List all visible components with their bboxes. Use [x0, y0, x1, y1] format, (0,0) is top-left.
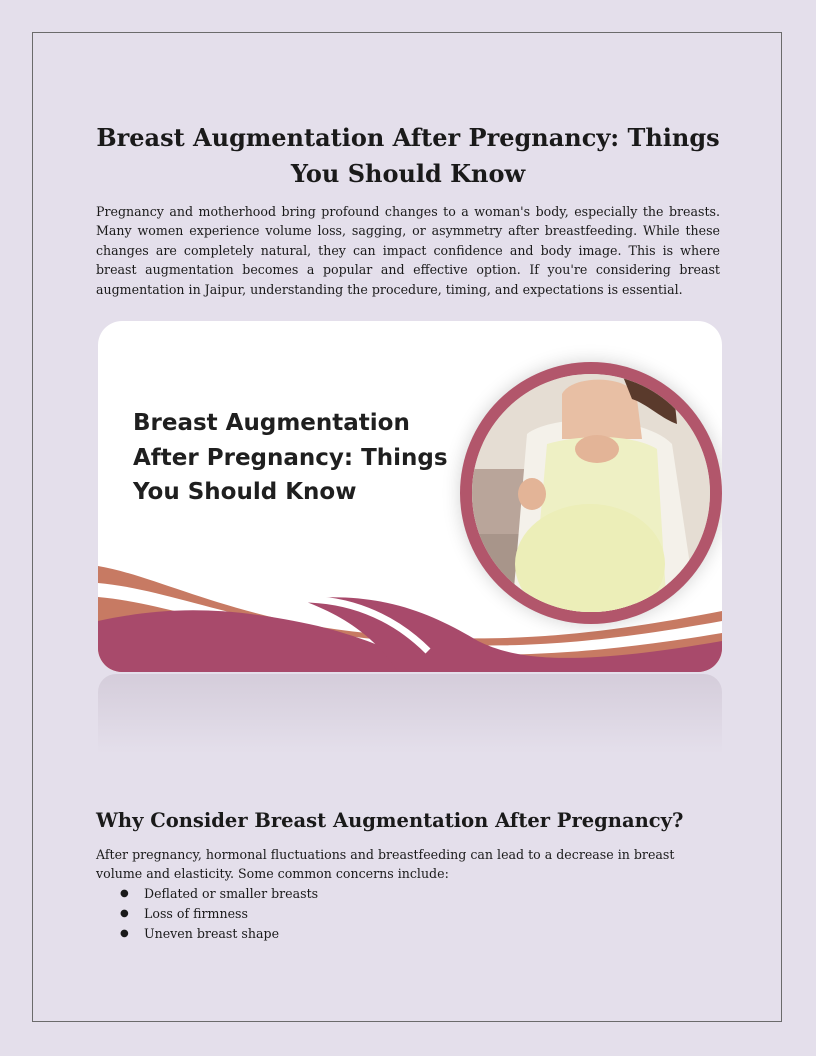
list-item	[96, 884, 720, 904]
list-item-text: Loss of firmness	[144, 906, 248, 921]
list-item	[96, 924, 720, 944]
hero-image	[98, 321, 722, 672]
bullet-icon: ●	[120, 888, 129, 899]
page-title: Breast Augmentation After Pregnancy: Things You Should Know	[96, 123, 720, 188]
intro-paragraph: Pregnancy and motherhood bring profound changes to a woman's body, especially the breasts. Many women experience volume loss, sagging, or asymmetry after breastfeeding. While these changes are completely natural, they can impact confidence and body image. This is where breast augmentation becomes a popular and effective option. If you're considering breast augmentation in Jaipur, understanding the procedure, timing, and expectations is essential.	[96, 204, 720, 297]
list-item-text: Deflated or smaller breasts	[144, 886, 319, 901]
pregnant-woman-photo	[472, 374, 710, 612]
photo-frame	[460, 362, 722, 624]
section-paragraph: After pregnancy, hormonal fluctuations and breastfeeding can lead to a decrease in breast volume and elasticity. Some common concerns include:	[96, 847, 675, 882]
list-item	[96, 904, 720, 924]
section-heading: Why Consider Breast Augmentation After Pregnancy?	[96, 809, 684, 832]
concerns-list	[96, 884, 720, 944]
hero-heading: Breast Augmentation After Pregnancy: Things You Should Know	[133, 410, 448, 505]
image-reflection	[98, 674, 722, 754]
bullet-icon: ●	[120, 908, 129, 919]
bullet-icon: ●	[120, 928, 129, 939]
list-item-text: Uneven breast shape	[144, 926, 280, 941]
